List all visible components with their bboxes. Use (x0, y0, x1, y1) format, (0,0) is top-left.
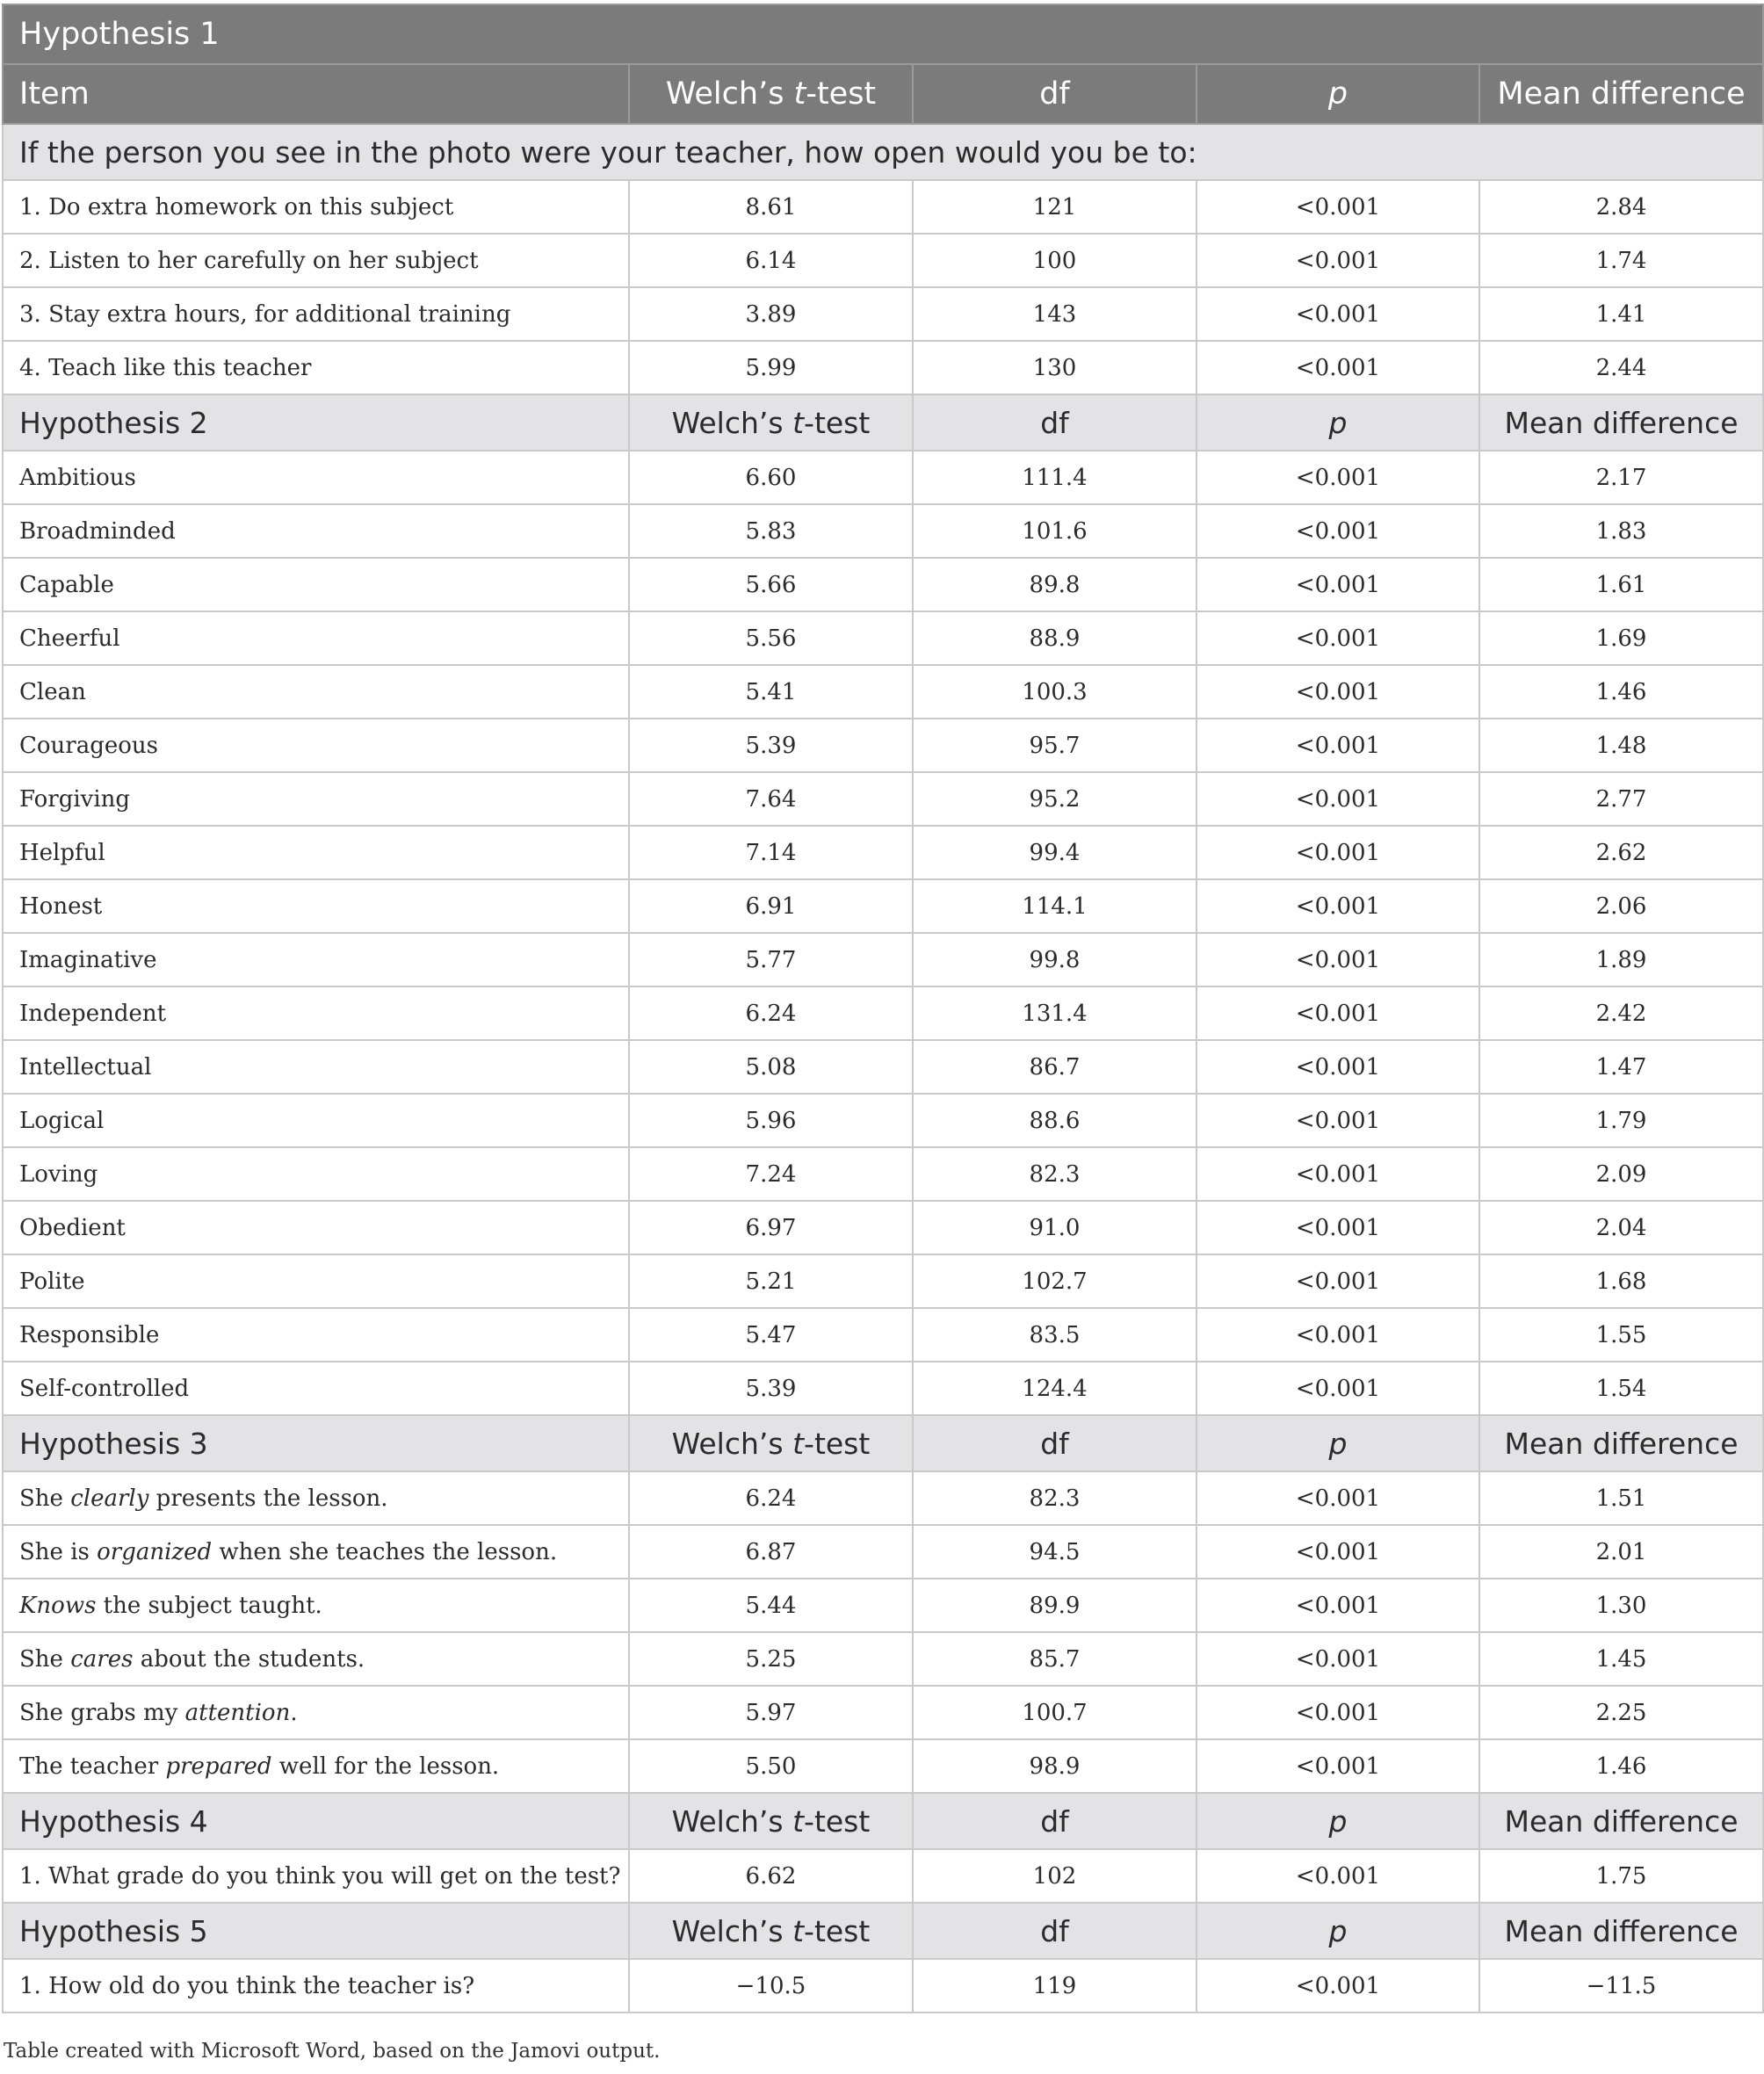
df-cell: 124.4 (913, 1362, 1196, 1415)
welch-t-cell: 6.24 (629, 1471, 913, 1525)
p-value-cell: <0.001 (1196, 1579, 1479, 1632)
welch-t-cell: 5.25 (629, 1632, 913, 1686)
df-cell: 91.0 (913, 1201, 1196, 1254)
table-row (3, 772, 1763, 826)
column-header-welch: Welch’s t-test (629, 394, 913, 451)
item-cell: Self-controlled (3, 1362, 629, 1415)
p-value-cell: <0.001 (1196, 451, 1479, 504)
column-header-p: p (1196, 64, 1479, 124)
column-header-welch: Welch’s t-test (629, 1415, 913, 1471)
table-row (3, 1094, 1763, 1147)
mean-difference-cell: 2.04 (1479, 1201, 1763, 1254)
column-header-p: p (1196, 1415, 1479, 1471)
p-value-cell: <0.001 (1196, 558, 1479, 611)
item-cell: Obedient (3, 1201, 629, 1254)
item-cell: Forgiving (3, 772, 629, 826)
table-row (3, 665, 1763, 719)
welch-t-cell: 5.47 (629, 1308, 913, 1362)
table-row (3, 879, 1763, 933)
df-cell: 100 (913, 234, 1196, 287)
table-row (3, 1362, 1763, 1415)
mean-difference-cell: 1.74 (1479, 234, 1763, 287)
p-value-cell: <0.001 (1196, 234, 1479, 287)
p-value-cell: <0.001 (1196, 1525, 1479, 1579)
p-value-cell: <0.001 (1196, 1471, 1479, 1525)
mean-difference-cell: 1.79 (1479, 1094, 1763, 1147)
welch-t-cell: 6.24 (629, 986, 913, 1040)
hypothesis-2-label: Hypothesis 2 (3, 394, 629, 451)
mean-difference-cell: 2.25 (1479, 1686, 1763, 1739)
table-row (3, 933, 1763, 986)
table-row (3, 1686, 1763, 1739)
p-value-cell: <0.001 (1196, 933, 1479, 986)
item-cell: Imaginative (3, 933, 629, 986)
df-cell: 86.7 (913, 1040, 1196, 1094)
table-row (3, 1739, 1763, 1793)
item-cell: She is organized when she teaches the lesson. (3, 1525, 629, 1579)
df-cell: 89.9 (913, 1579, 1196, 1632)
item-cell: Clean (3, 665, 629, 719)
table-row (3, 1849, 1763, 1903)
column-header-welch: Welch’s t-test (629, 1793, 913, 1849)
mean-difference-cell: 2.84 (1479, 180, 1763, 234)
df-cell: 85.7 (913, 1632, 1196, 1686)
p-value-cell: <0.001 (1196, 1686, 1479, 1739)
mean-difference-cell: 2.09 (1479, 1147, 1763, 1201)
p-value-cell: <0.001 (1196, 504, 1479, 558)
column-header-mean-difference: Mean difference (1479, 1415, 1763, 1471)
table-title: Hypothesis 1 (3, 4, 1763, 64)
welch-t-cell: 5.39 (629, 1362, 913, 1415)
df-cell: 94.5 (913, 1525, 1196, 1579)
table-row (3, 1254, 1763, 1308)
mean-difference-cell: 1.54 (1479, 1362, 1763, 1415)
p-value-cell: <0.001 (1196, 1308, 1479, 1362)
hypothesis-4-label: Hypothesis 4 (3, 1793, 629, 1849)
p-value-cell: <0.001 (1196, 1362, 1479, 1415)
p-value-cell: <0.001 (1196, 611, 1479, 665)
df-cell: 130 (913, 341, 1196, 394)
column-header-mean-difference: Mean difference (1479, 64, 1763, 124)
column-header-mean-difference: Mean difference (1479, 1793, 1763, 1849)
df-cell: 98.9 (913, 1739, 1196, 1793)
column-header-p: p (1196, 394, 1479, 451)
table-row (3, 1579, 1763, 1632)
mean-difference-cell: 1.61 (1479, 558, 1763, 611)
mean-difference-cell: 1.89 (1479, 933, 1763, 986)
welch-t-cell: 6.97 (629, 1201, 913, 1254)
p-value-cell: <0.001 (1196, 287, 1479, 341)
mean-difference-cell: −11.5 (1479, 1959, 1763, 2013)
table-row (3, 180, 1763, 234)
welch-t-cell: 5.77 (629, 933, 913, 986)
column-header-p: p (1196, 1793, 1479, 1849)
item-cell: Helpful (3, 826, 629, 879)
welch-t-cell: 5.56 (629, 611, 913, 665)
mean-difference-cell: 2.77 (1479, 772, 1763, 826)
item-cell: 3. Stay extra hours, for additional training (3, 287, 629, 341)
table-row (3, 558, 1763, 611)
welch-t-cell: 6.60 (629, 451, 913, 504)
item-cell: Logical (3, 1094, 629, 1147)
mean-difference-cell: 1.30 (1479, 1579, 1763, 1632)
p-value-cell: <0.001 (1196, 772, 1479, 826)
welch-t-cell: 3.89 (629, 287, 913, 341)
mean-difference-cell: 1.55 (1479, 1308, 1763, 1362)
df-cell: 143 (913, 287, 1196, 341)
welch-t-cell: 6.62 (629, 1849, 913, 1903)
p-value-cell: <0.001 (1196, 1040, 1479, 1094)
table-row (3, 1632, 1763, 1686)
welch-t-cell: 5.50 (629, 1739, 913, 1793)
mean-difference-cell: 2.01 (1479, 1525, 1763, 1579)
df-cell: 95.2 (913, 772, 1196, 826)
welch-t-cell: 6.14 (629, 234, 913, 287)
df-cell: 131.4 (913, 986, 1196, 1040)
welch-t-cell: 7.64 (629, 772, 913, 826)
column-header-row (3, 64, 1763, 124)
p-value-cell: <0.001 (1196, 986, 1479, 1040)
item-cell: Honest (3, 879, 629, 933)
welch-t-cell: 7.24 (629, 1147, 913, 1201)
item-cell: She grabs my attention. (3, 1686, 629, 1739)
mean-difference-cell: 2.06 (1479, 879, 1763, 933)
df-cell: 121 (913, 180, 1196, 234)
p-value-cell: <0.001 (1196, 1147, 1479, 1201)
welch-t-cell: 6.91 (629, 879, 913, 933)
mean-difference-cell: 2.44 (1479, 341, 1763, 394)
df-cell: 101.6 (913, 504, 1196, 558)
mean-difference-cell: 1.46 (1479, 665, 1763, 719)
item-cell: She clearly presents the lesson. (3, 1471, 629, 1525)
p-value-cell: <0.001 (1196, 341, 1479, 394)
welch-t-cell: 6.87 (629, 1525, 913, 1579)
welch-t-cell: 7.14 (629, 826, 913, 879)
df-cell: 119 (913, 1959, 1196, 2013)
df-cell: 83.5 (913, 1308, 1196, 1362)
hypothesis-1-prompt: If the person you see in the photo were your teacher, how open would you be to: (3, 124, 1763, 180)
table-row (3, 1040, 1763, 1094)
welch-t-cell: 5.83 (629, 504, 913, 558)
welch-t-cell: 5.97 (629, 1686, 913, 1739)
item-cell: Polite (3, 1254, 629, 1308)
item-cell: Responsible (3, 1308, 629, 1362)
hypothesis-5-header-row (3, 1903, 1763, 1959)
hypothesis-3-label: Hypothesis 3 (3, 1415, 629, 1471)
df-cell: 99.8 (913, 933, 1196, 986)
df-cell: 100.3 (913, 665, 1196, 719)
p-value-cell: <0.001 (1196, 1201, 1479, 1254)
table-row (3, 986, 1763, 1040)
welch-t-cell: 5.44 (629, 1579, 913, 1632)
column-header-df: df (913, 1415, 1196, 1471)
p-value-cell: <0.001 (1196, 826, 1479, 879)
mean-difference-cell: 1.68 (1479, 1254, 1763, 1308)
hypothesis-5-label: Hypothesis 5 (3, 1903, 629, 1959)
table-row (3, 287, 1763, 341)
table-row (3, 1147, 1763, 1201)
hypothesis-4-header-row (3, 1793, 1763, 1849)
welch-t-cell: 8.61 (629, 180, 913, 234)
item-cell: 1. Do extra homework on this subject (3, 180, 629, 234)
item-cell: Independent (3, 986, 629, 1040)
hypothesis-3-header-row (3, 1415, 1763, 1471)
welch-t-cell: 5.08 (629, 1040, 913, 1094)
mean-difference-cell: 1.46 (1479, 1739, 1763, 1793)
column-header-df: df (913, 64, 1196, 124)
column-header-mean-difference: Mean difference (1479, 394, 1763, 451)
df-cell: 88.9 (913, 611, 1196, 665)
item-cell: 1. What grade do you think you will get on the test? (3, 1849, 629, 1903)
table-row (3, 719, 1763, 772)
table-row (3, 1959, 1763, 2013)
item-cell: Loving (3, 1147, 629, 1201)
column-header-df: df (913, 394, 1196, 451)
column-header-p: p (1196, 1903, 1479, 1959)
results-table (2, 4, 1764, 2013)
table-footnote: Table created with Microsoft Word, based on the Jamovi output. (4, 2040, 661, 2063)
df-cell: 100.7 (913, 1686, 1196, 1739)
df-cell: 82.3 (913, 1471, 1196, 1525)
p-value-cell: <0.001 (1196, 1254, 1479, 1308)
mean-difference-cell: 1.45 (1479, 1632, 1763, 1686)
welch-t-cell: 5.21 (629, 1254, 913, 1308)
p-value-cell: <0.001 (1196, 665, 1479, 719)
table-row (3, 611, 1763, 665)
df-cell: 102 (913, 1849, 1196, 1903)
column-header-df: df (913, 1793, 1196, 1849)
item-cell: The teacher prepared well for the lesson. (3, 1739, 629, 1793)
p-value-cell: <0.001 (1196, 1094, 1479, 1147)
p-value-cell: <0.001 (1196, 719, 1479, 772)
table-row (3, 1201, 1763, 1254)
item-cell: 4. Teach like this teacher (3, 341, 629, 394)
df-cell: 89.8 (913, 558, 1196, 611)
p-value-cell: <0.001 (1196, 1849, 1479, 1903)
welch-t-cell: 5.99 (629, 341, 913, 394)
mean-difference-cell: 2.42 (1479, 986, 1763, 1040)
column-header-welch: Welch’s t-test (629, 64, 913, 124)
mean-difference-cell: 1.47 (1479, 1040, 1763, 1094)
table-row (3, 234, 1763, 287)
p-value-cell: <0.001 (1196, 180, 1479, 234)
item-cell: Courageous (3, 719, 629, 772)
column-header-df: df (913, 1903, 1196, 1959)
df-cell: 88.6 (913, 1094, 1196, 1147)
p-value-cell: <0.001 (1196, 1632, 1479, 1686)
welch-t-cell: 5.41 (629, 665, 913, 719)
p-value-cell: <0.001 (1196, 1959, 1479, 2013)
item-cell: She cares about the students. (3, 1632, 629, 1686)
hypothesis-2-header-row (3, 394, 1763, 451)
column-header-welch: Welch’s t-test (629, 1903, 913, 1959)
welch-t-cell: −10.5 (629, 1959, 913, 2013)
df-cell: 82.3 (913, 1147, 1196, 1201)
item-cell: Intellectual (3, 1040, 629, 1094)
p-value-cell: <0.001 (1196, 1739, 1479, 1793)
table-row (3, 826, 1763, 879)
welch-t-cell: 5.39 (629, 719, 913, 772)
item-cell: 2. Listen to her carefully on her subject (3, 234, 629, 287)
item-cell: Capable (3, 558, 629, 611)
item-cell: 1. How old do you think the teacher is? (3, 1959, 629, 2013)
column-header-mean-difference: Mean difference (1479, 1903, 1763, 1959)
item-cell: Ambitious (3, 451, 629, 504)
df-cell: 111.4 (913, 451, 1196, 504)
column-header-item: Item (3, 64, 629, 124)
df-cell: 95.7 (913, 719, 1196, 772)
welch-t-cell: 5.66 (629, 558, 913, 611)
df-cell: 114.1 (913, 879, 1196, 933)
mean-difference-cell: 2.17 (1479, 451, 1763, 504)
hypothesis-1-prompt-row (3, 124, 1763, 180)
mean-difference-cell: 1.51 (1479, 1471, 1763, 1525)
item-cell: Broadminded (3, 504, 629, 558)
p-value-cell: <0.001 (1196, 879, 1479, 933)
mean-difference-cell: 2.62 (1479, 826, 1763, 879)
welch-t-cell: 5.96 (629, 1094, 913, 1147)
mean-difference-cell: 1.41 (1479, 287, 1763, 341)
table-row (3, 1471, 1763, 1525)
mean-difference-cell: 1.75 (1479, 1849, 1763, 1903)
table-row (3, 504, 1763, 558)
mean-difference-cell: 1.83 (1479, 504, 1763, 558)
table-row (3, 341, 1763, 394)
mean-difference-cell: 1.48 (1479, 719, 1763, 772)
table-row (3, 1525, 1763, 1579)
item-cell: Knows the subject taught. (3, 1579, 629, 1632)
table-row (3, 1308, 1763, 1362)
df-cell: 99.4 (913, 826, 1196, 879)
mean-difference-cell: 1.69 (1479, 611, 1763, 665)
item-cell: Cheerful (3, 611, 629, 665)
table-row (3, 451, 1763, 504)
table-title-row (3, 4, 1763, 64)
df-cell: 102.7 (913, 1254, 1196, 1308)
